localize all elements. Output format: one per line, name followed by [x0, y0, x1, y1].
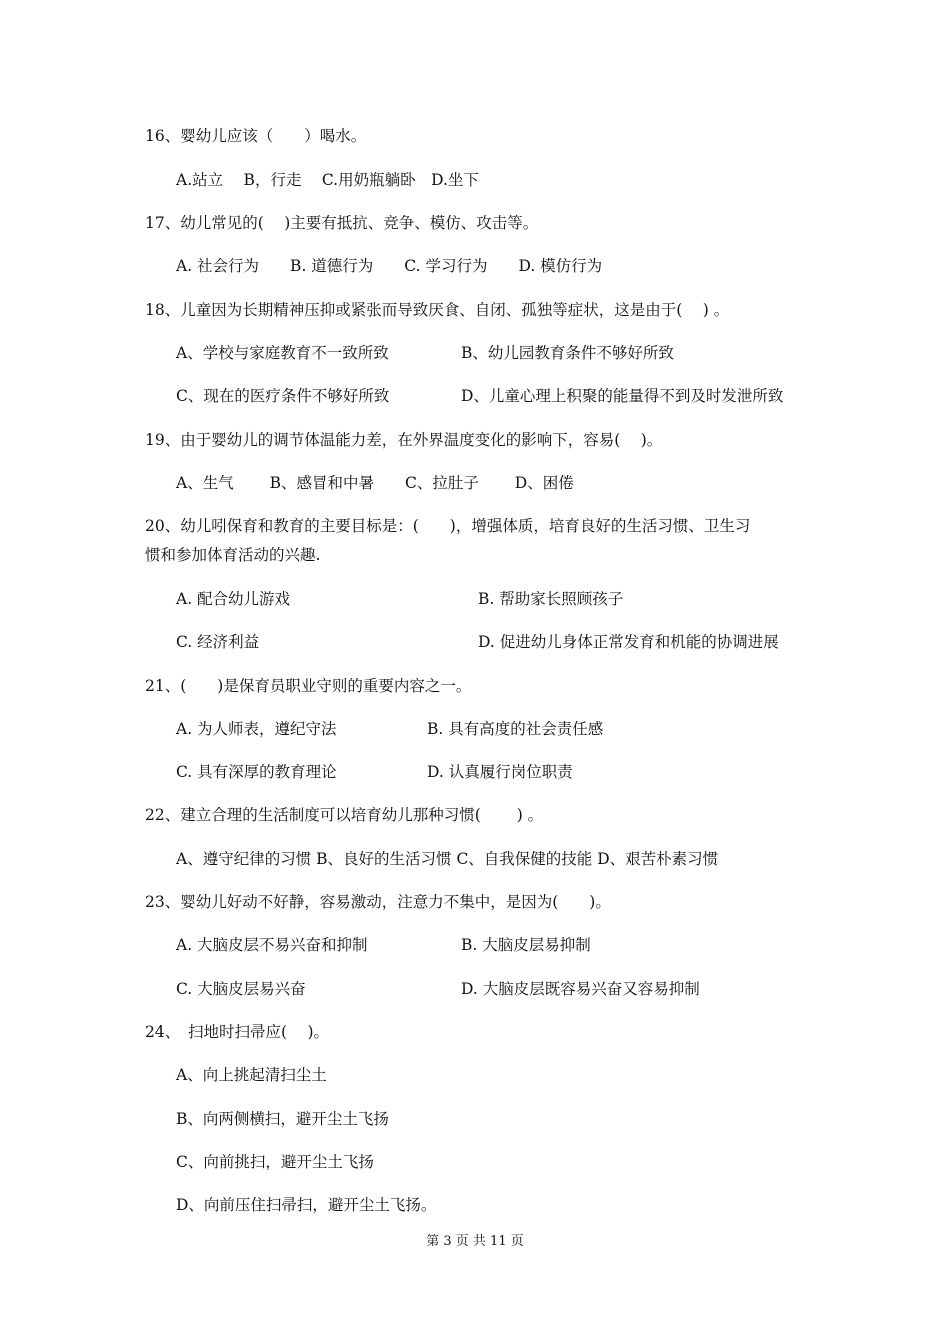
option-a: A. 为人师表，遵纪守法 [176, 720, 337, 738]
option-b: B. 具有高度的社会责任感 [427, 720, 604, 738]
question-stem: 24、 扫地时扫帚应( )。 [145, 1023, 329, 1041]
question-stem: 17、幼儿常见的( )主要有抵抗、竞争、模仿、攻击等。 [145, 214, 539, 232]
question-stem: 20、幼儿吲保育和教育的主要目标是：( )，增强体质，培育良好的生活习惯、卫生习 [145, 517, 751, 535]
question-stem: 22、建立合理的生活制度可以培育幼儿那种习惯( ) 。 [145, 806, 544, 824]
option-c: C. 经济利益 [176, 633, 260, 651]
question-stem: 23、婴幼儿好动不好静，容易激动，注意力不集中，是因为( )。 [145, 893, 611, 911]
option-a: A、向上挑起清扫尘土 [176, 1066, 327, 1084]
option-d: D、向前压住扫帚扫，避开尘土飞扬。 [176, 1196, 437, 1214]
option-c: C、现在的医疗条件不够好所致 [176, 387, 390, 405]
option-c: C、向前挑扫，避开尘土飞扬 [176, 1153, 374, 1171]
question-stem: 18、儿童因为长期精神压抑或紧张而导致厌食、自闭、孤独等症状，这是由于( ) 。 [145, 301, 730, 319]
option-a: A. 配合幼儿游戏 [176, 590, 291, 608]
option-c: C. 大脑皮层易兴奋 [176, 980, 306, 998]
option-b: B. 帮助家长照顾孩子 [478, 590, 624, 608]
question-options: A、遵守纪律的习惯 B、良好的生活习惯 C、自我保健的技能 D、艰苦朴素习惯 [176, 850, 719, 868]
option-b: B、向两侧横扫，避开尘土飞扬 [176, 1110, 389, 1128]
option-b: B. 大脑皮层易抑制 [461, 936, 591, 954]
option-d: D. 认真履行岗位职责 [427, 763, 573, 781]
option-a: A. 大脑皮层不易兴奋和抑制 [176, 936, 368, 954]
question-options: A. 社会行为 B. 道德行为 C. 学习行为 D. 模仿行为 [176, 257, 603, 275]
question-options: A、生气 B、感冒和中暑 C、拉肚子 D、困倦 [176, 474, 574, 492]
question-stem-continued: 惯和参加体育活动的兴趣. [145, 546, 321, 564]
page-footer: 第 3 页 共 11 页 [426, 1234, 524, 1249]
option-c: C. 具有深厚的教育理论 [176, 763, 337, 781]
question-stem: 16、婴幼儿应该（ ）喝水。 [145, 127, 367, 145]
question-options: A.站立 B，行走 C.用奶瓶躺卧 D.坐下 [176, 171, 479, 189]
option-d: D、儿童心理上积聚的能量得不到及时发泄所致 [461, 387, 784, 405]
option-d: D. 促进幼儿身体正常发育和机能的协调进展 [478, 633, 779, 651]
question-stem: 21、( )是保育员职业守则的重要内容之一。 [145, 677, 472, 695]
option-d: D. 大脑皮层既容易兴奋又容易抑制 [461, 980, 700, 998]
option-b: B、幼儿园教育条件不够好所致 [461, 344, 674, 362]
question-stem: 19、由于婴幼儿的调节体温能力差，在外界温度变化的影响下，容易( )。 [145, 431, 663, 449]
option-a: A、学校与家庭教育不一致所致 [176, 344, 389, 362]
